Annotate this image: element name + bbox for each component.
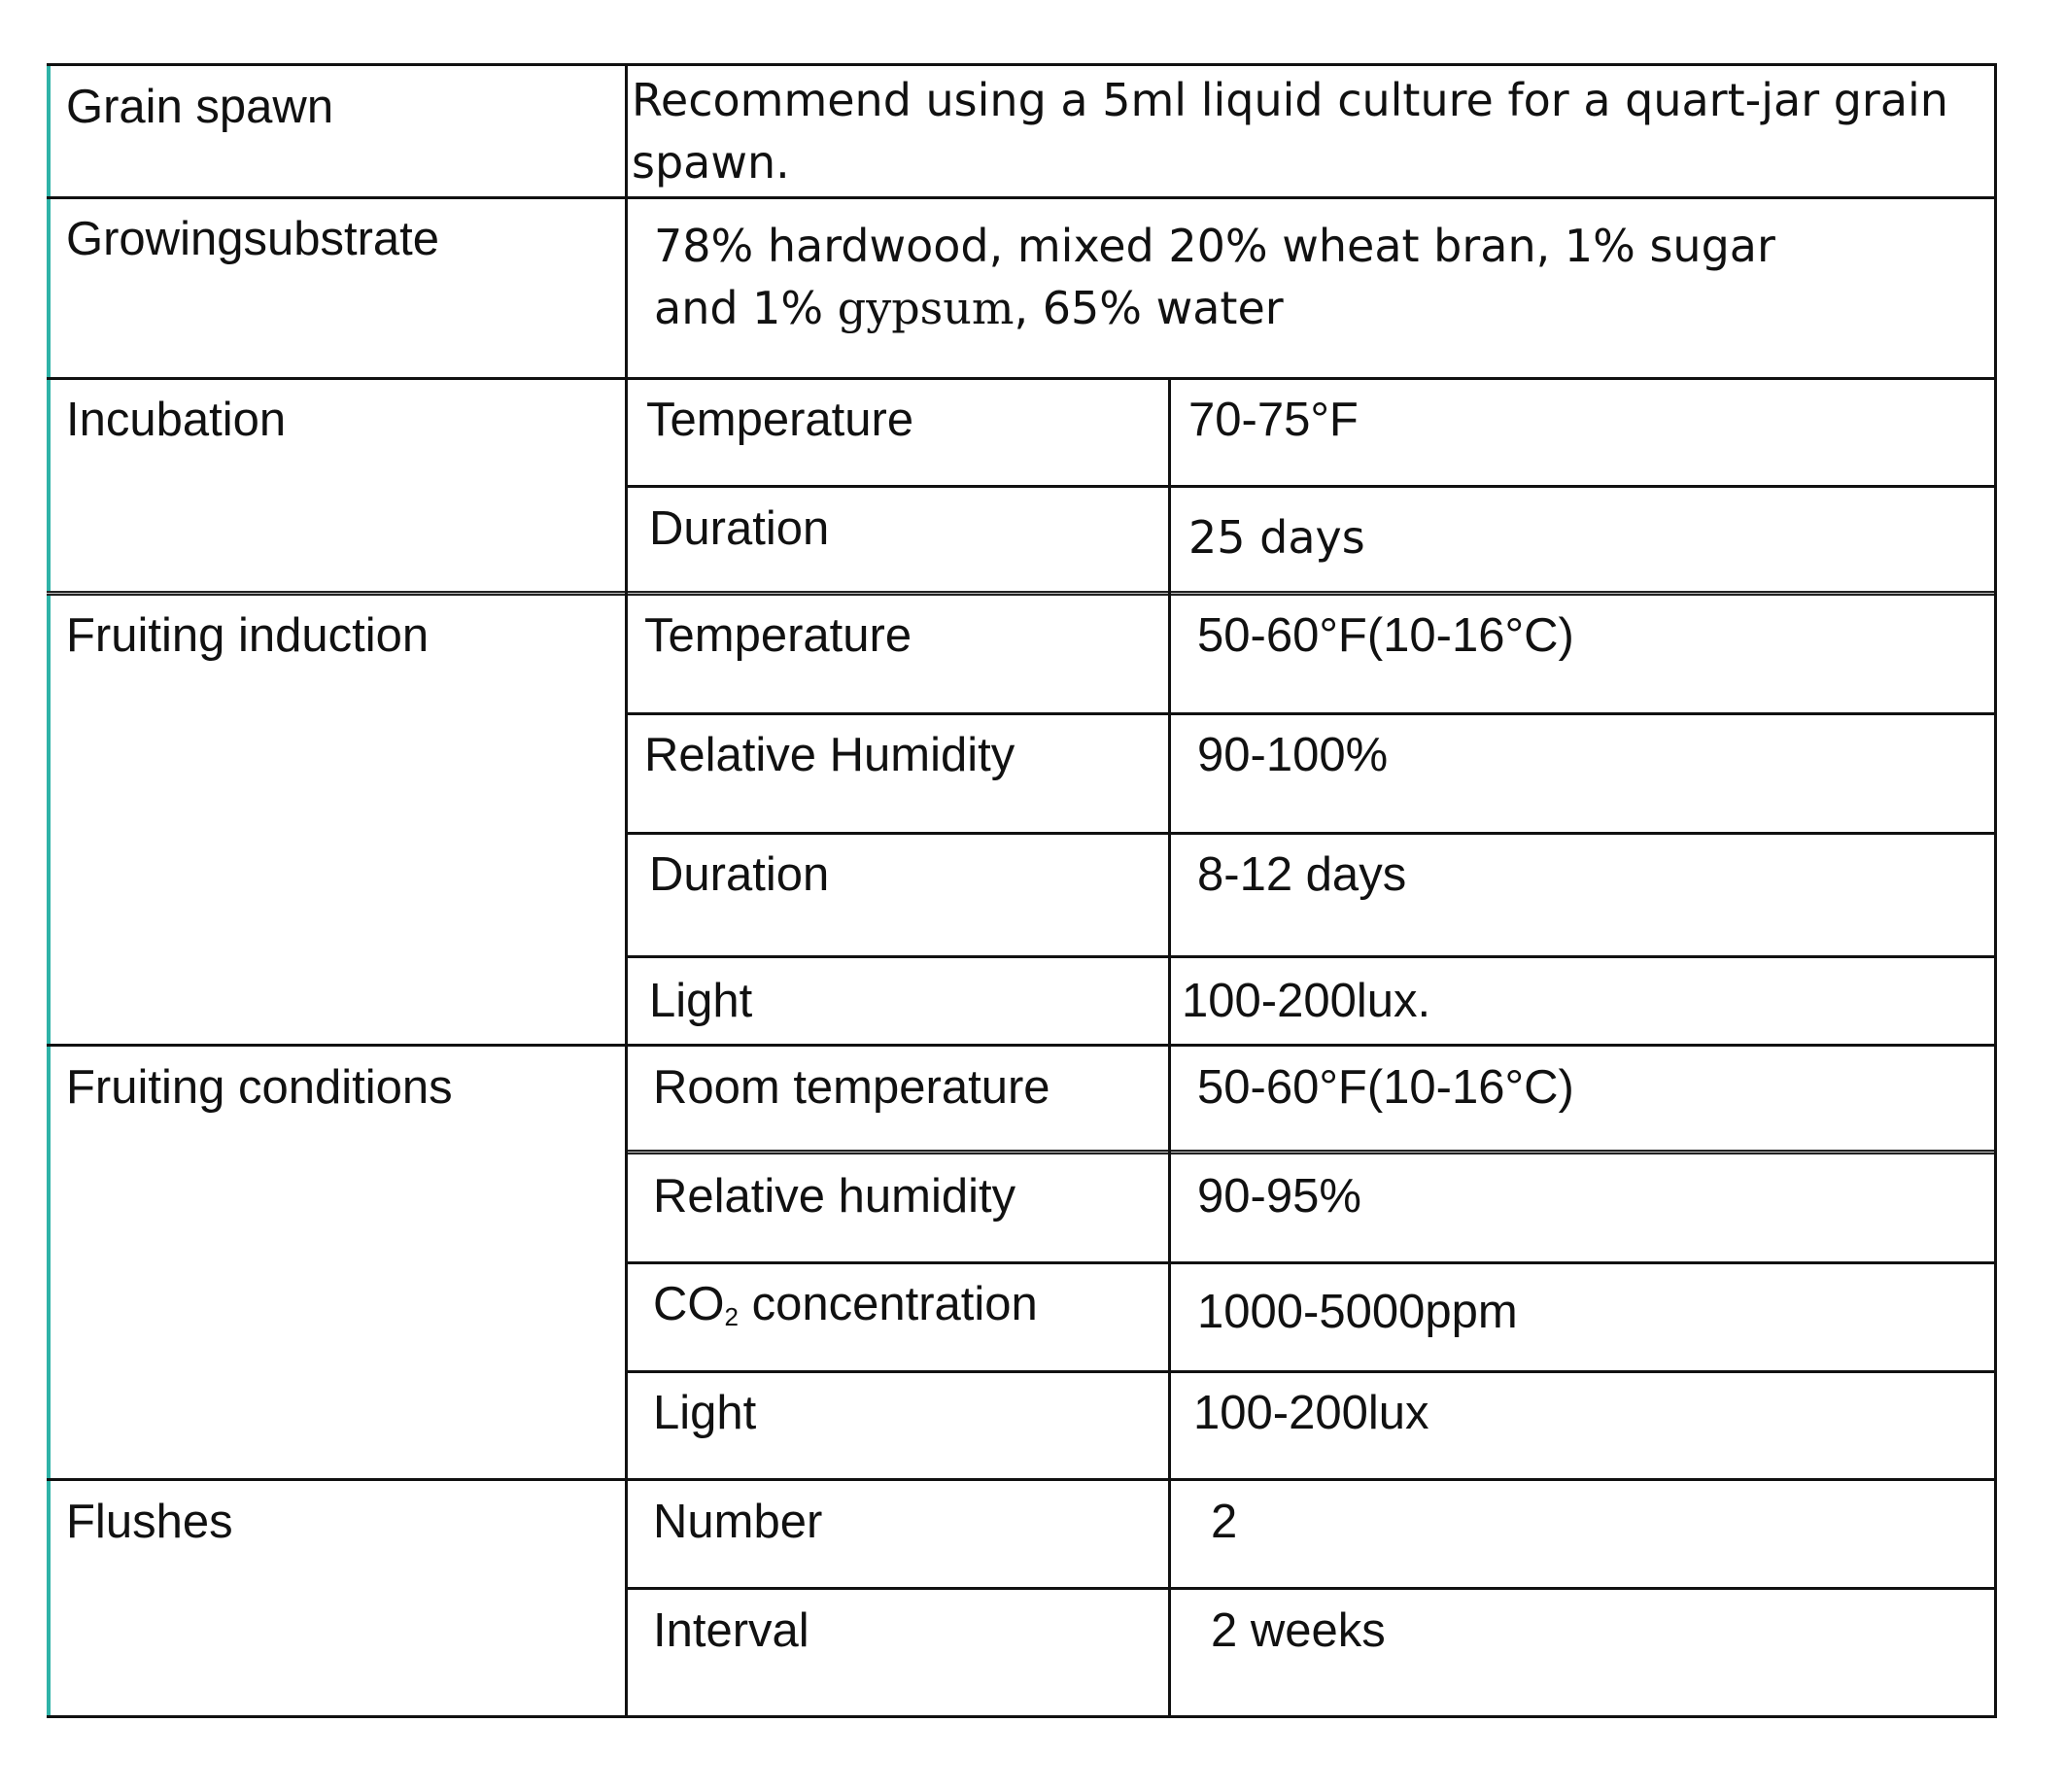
param-name: Temperature	[644, 609, 912, 662]
row-divider	[47, 1044, 1997, 1047]
subrow-divider	[625, 712, 1997, 715]
row-divider	[47, 377, 1997, 380]
substrate-line2-before: and 1%	[654, 282, 838, 334]
param-name: Light	[653, 1387, 757, 1439]
param-value: 100-200lux	[1193, 1387, 1429, 1439]
row-divider	[47, 1478, 1997, 1481]
param-name: Temperature	[646, 394, 914, 446]
param-value: 2 weeks	[1211, 1604, 1386, 1657]
param-value: 90-95%	[1197, 1170, 1361, 1223]
param-value: 50-60°F(10-16°C)	[1197, 1061, 1574, 1114]
subrow-divider	[625, 1370, 1997, 1373]
subrow-divider	[625, 832, 1997, 835]
row-divider-double	[47, 591, 1997, 596]
param-value: 8-12 days	[1197, 848, 1407, 901]
param-value: 90-100%	[1197, 729, 1389, 781]
column-divider	[625, 63, 628, 1718]
subrow-divider	[625, 485, 1997, 488]
table-border-top	[47, 63, 1997, 66]
category-incubation: Incubation	[66, 394, 287, 446]
category-grain-spawn: Grain spawn	[66, 81, 334, 133]
table-border-bottom	[47, 1715, 1997, 1718]
subrow-divider	[625, 955, 1997, 958]
subrow-divider-double	[625, 1150, 1997, 1154]
param-value: 100-200lux.	[1182, 975, 1431, 1027]
param-name: Room temperature	[653, 1061, 1050, 1114]
row-divider	[47, 196, 1997, 199]
category-growing-substrate: Growingsubstrate	[66, 213, 440, 265]
cultivation-table	[47, 63, 1997, 1718]
category-flushes: Flushes	[66, 1496, 233, 1548]
grain-spawn-description: Recommend using a 5ml liquid culture for a quart-jar grain spawn.	[632, 74, 1948, 189]
subrow-divider	[625, 1587, 1997, 1590]
param-value: 70-75°F	[1188, 394, 1359, 446]
param-name: Light	[649, 975, 753, 1027]
category-fruiting-conditions: Fruiting conditions	[66, 1061, 453, 1114]
param-value: 25 days	[1188, 511, 1365, 564]
param-value: 50-60°F(10-16°C)	[1197, 609, 1574, 662]
param-name: Interval	[653, 1604, 809, 1657]
subrow-divider	[625, 1261, 1997, 1264]
growing-substrate-line1: 78% hardwood, mixed 20% wheat bran, 1% sugar	[654, 220, 1775, 272]
param-name-co2	[653, 1274, 1038, 1347]
param-value: 1000-5000ppm	[1197, 1286, 1518, 1338]
co2-main: CO	[653, 1278, 725, 1330]
param-name: Relative Humidity	[644, 729, 1015, 781]
param-name: Duration	[649, 848, 830, 901]
co2-subscript: 2	[724, 1302, 739, 1331]
category-fruiting-induction: Fruiting induction	[66, 609, 430, 662]
param-name: Duration	[649, 502, 830, 555]
param-name: Relative humidity	[653, 1170, 1016, 1223]
column-divider	[1168, 377, 1171, 1718]
param-name: Number	[653, 1496, 823, 1548]
param-value: 2	[1211, 1496, 1238, 1548]
co2-rest: concentration	[738, 1278, 1038, 1330]
growing-substrate-line2	[654, 277, 1284, 339]
table-left-border	[47, 63, 51, 1718]
substrate-line2-after: , 65% water	[1014, 282, 1284, 334]
table-border-right	[1994, 63, 1997, 1718]
substrate-gypsum: gypsum	[837, 282, 1015, 334]
